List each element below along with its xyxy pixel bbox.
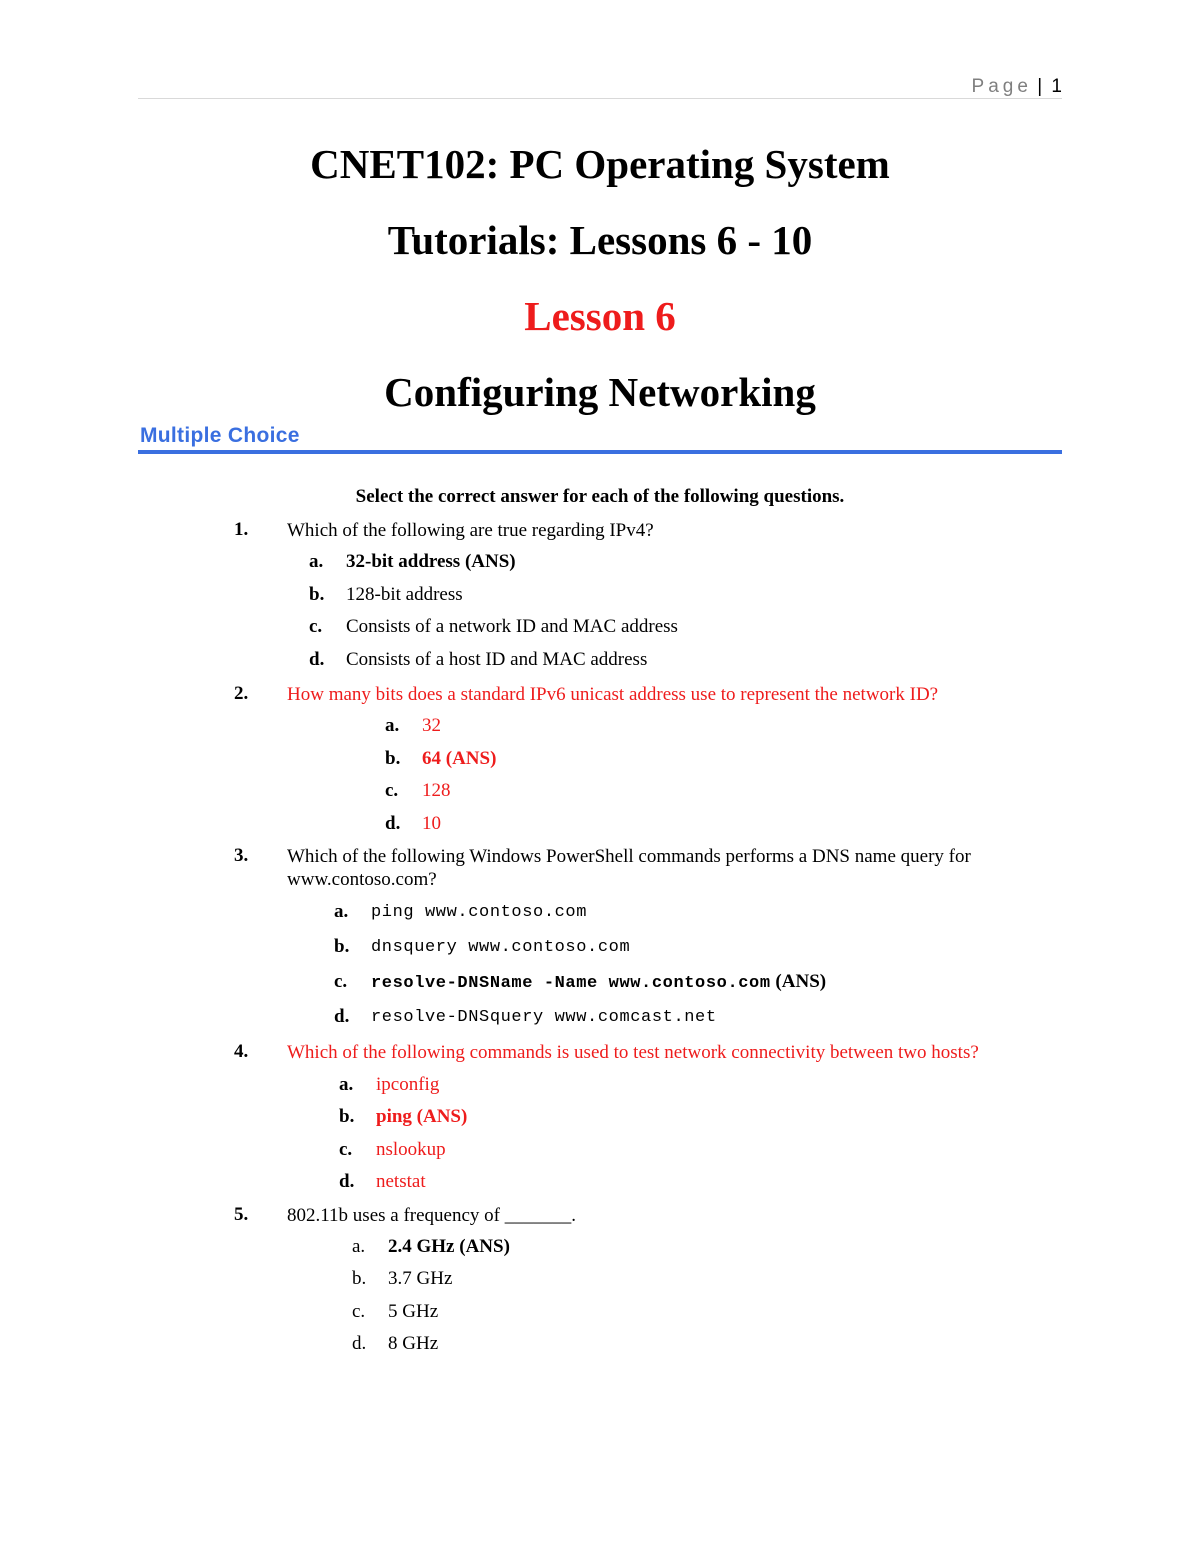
option-label: b. [352, 1268, 367, 1289]
option-text: nslookup [376, 1139, 446, 1160]
option-text: resolve-DNSquery www.comcast.net [371, 1008, 717, 1027]
question-number: 1. [234, 519, 249, 540]
option-label: c. [334, 971, 348, 992]
option-text: netstat [376, 1171, 426, 1192]
question-text: Which of the following commands is used to test network connectivity between two hosts? [287, 1042, 979, 1063]
option-label: c. [385, 780, 399, 801]
option-text: 128 [422, 780, 451, 801]
section-heading: Multiple Choice [140, 424, 300, 447]
option-label: b. [309, 584, 325, 605]
header-rule [138, 98, 1062, 99]
question-number: 2. [234, 683, 249, 704]
option-answer-marker: (ANS) [770, 971, 827, 992]
question-text: Which of the following Windows PowerShell commands performs a DNS name query for www.contoso.com? [287, 846, 971, 890]
question-number: 3. [234, 845, 249, 866]
option-label: a. [309, 551, 324, 572]
course-title: CNET102: PC Operating System [310, 141, 890, 187]
option-label: d. [309, 649, 325, 670]
option-label: c. [352, 1301, 366, 1322]
lesson-title: Lesson 6 [524, 293, 676, 339]
page-separator: | [1037, 76, 1043, 97]
option-text: 10 [422, 813, 441, 834]
option-label: c. [309, 616, 323, 637]
option-text: Consists of a network ID and MAC address [346, 616, 678, 637]
page-number [972, 76, 1062, 98]
page-number-value: 1 [1051, 76, 1062, 97]
section-rule [138, 450, 1062, 454]
option-text: 2.4 GHz (ANS) [388, 1236, 510, 1257]
option-text: 128-bit address [346, 584, 463, 605]
question-text: Which of the following are true regarding IPv4? [287, 520, 654, 541]
option-text: 64 (ANS) [422, 748, 497, 769]
page-word: Page [971, 76, 1032, 97]
option-text: 5 GHz [388, 1301, 439, 1322]
option-text: 32-bit address (ANS) [346, 551, 516, 572]
option-label: a. [339, 1074, 354, 1095]
option-text: resolve-DNSName -Name www.contoso.com [371, 974, 771, 993]
option-text: ipconfig [376, 1074, 440, 1095]
option-label: d. [352, 1333, 367, 1354]
question-number: 4. [234, 1041, 249, 1062]
option-label: d. [339, 1171, 355, 1192]
option-label: d. [334, 1006, 350, 1027]
option-label: a. [385, 715, 400, 736]
option-text: 3.7 GHz [388, 1268, 453, 1289]
option-label: b. [385, 748, 401, 769]
option-label: a. [352, 1236, 366, 1257]
option-text: dnsquery www.contoso.com [371, 938, 631, 957]
question-text: 802.11b uses a frequency of _______. [287, 1205, 576, 1226]
question-number: 5. [234, 1204, 249, 1225]
instruction: Select the correct answer for each of the following questions. [355, 486, 845, 507]
question-text: How many bits does a standard IPv6 unicast address use to represent the network ID? [287, 684, 939, 705]
option-label: c. [339, 1139, 353, 1160]
option-text: ping (ANS) [376, 1106, 468, 1127]
option-text: Consists of a host ID and MAC address [346, 649, 648, 670]
option-text: ping www.contoso.com [371, 903, 588, 922]
topic-title: Configuring Networking [384, 369, 816, 415]
option-label: d. [385, 813, 401, 834]
option-label: b. [339, 1106, 355, 1127]
option-label: a. [334, 901, 349, 922]
option-c-answer [371, 971, 826, 993]
option-text: 32 [422, 715, 441, 736]
tutorials-title: Tutorials: Lessons 6 - 10 [387, 217, 813, 263]
option-text: 8 GHz [388, 1333, 439, 1354]
option-label: b. [334, 936, 350, 957]
